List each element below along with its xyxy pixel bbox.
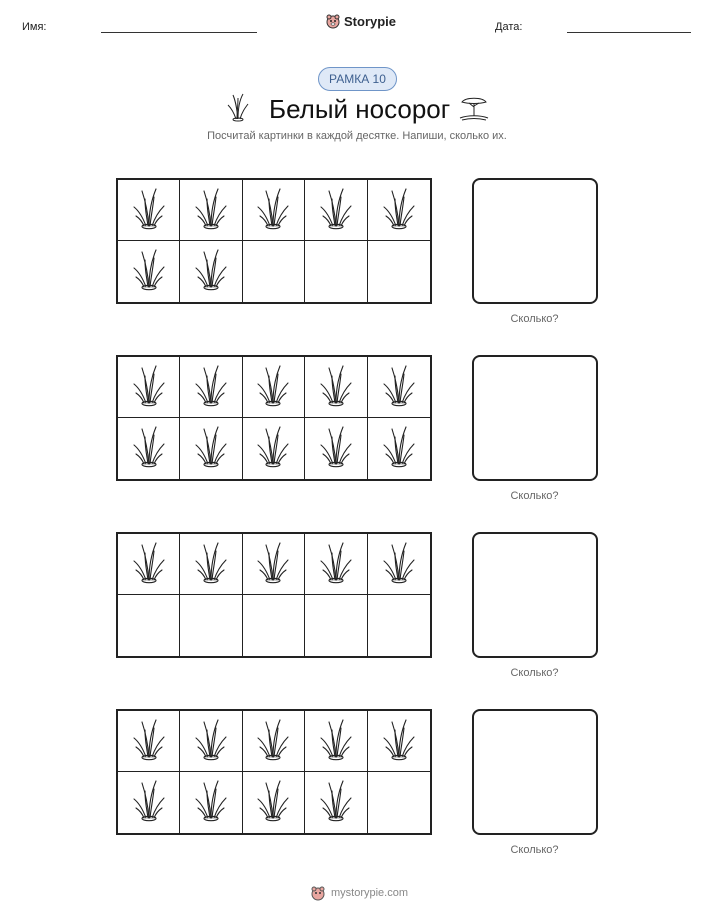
storypie-mascot-icon [310, 885, 326, 901]
grass-tuft-icon [319, 539, 353, 590]
grass-tuft-icon [194, 185, 228, 236]
date-line[interactable] [567, 32, 691, 33]
grass-tuft-icon [256, 185, 290, 236]
grass-tuft-icon [194, 423, 228, 474]
frame-cell [243, 595, 305, 656]
grass-tuft-icon [382, 716, 416, 767]
frame-cell [368, 595, 430, 656]
frame-cell [368, 180, 430, 241]
grass-tuft-icon [194, 246, 228, 297]
grass-tuft-icon [256, 716, 290, 767]
frame-cell [305, 357, 367, 418]
frame-cell [305, 772, 367, 833]
grass-tuft-icon [132, 246, 166, 297]
frame-cell [180, 357, 242, 418]
frame-cell [118, 241, 180, 302]
frame-cell [118, 711, 180, 772]
date-label: Дата: [495, 21, 523, 33]
frame-cell [118, 180, 180, 241]
page-title: Белый носорог [269, 94, 451, 124]
grass-tuft-icon [382, 362, 416, 413]
frame-cell [180, 241, 242, 302]
frame-cell [243, 241, 305, 302]
frame-cell [118, 418, 180, 479]
frame-cell [118, 772, 180, 833]
grass-tuft-icon [132, 423, 166, 474]
grass-tuft-icon [256, 777, 290, 828]
frame-cell [368, 772, 430, 833]
grass-tuft-icon [132, 362, 166, 413]
answer-box-1[interactable] [472, 178, 598, 304]
answer-label-2: Сколько? [510, 490, 559, 502]
answer-box-4[interactable] [472, 709, 598, 835]
frame-cell [118, 357, 180, 418]
grass-tuft-icon [194, 777, 228, 828]
frame-badge: РАМКА 10 [318, 67, 397, 91]
brand-logo [325, 13, 396, 29]
grass-tuft-icon [382, 185, 416, 236]
footer [310, 885, 408, 901]
grass-tuft-icon [319, 362, 353, 413]
answer-label-1: Сколько? [510, 313, 559, 325]
frame-cell [368, 711, 430, 772]
brand-name: Storypie [344, 13, 397, 29]
grass-tuft-icon [256, 423, 290, 474]
frame-cell [305, 418, 367, 479]
grass-tuft-icon [194, 539, 228, 590]
frame-cell [305, 595, 367, 656]
frame-cell [180, 595, 242, 656]
grass-tuft-icon [382, 423, 416, 474]
grass-tuft-icon [256, 362, 290, 413]
answer-box-2[interactable] [472, 355, 598, 481]
frame-cell [243, 711, 305, 772]
frame-cell [180, 534, 242, 595]
grass-tuft-icon [319, 716, 353, 767]
frame-cell [180, 180, 242, 241]
grass-title-icon [226, 92, 250, 122]
frame-cell [118, 595, 180, 656]
ten-frame-1 [116, 178, 432, 304]
frame-cell [180, 711, 242, 772]
frame-cell [243, 357, 305, 418]
grass-tuft-icon [319, 777, 353, 828]
frame-cell [368, 418, 430, 479]
frame-cell [243, 418, 305, 479]
grass-tuft-icon [132, 539, 166, 590]
footer-site: mystorypie.com [331, 887, 409, 899]
grass-tuft-icon [319, 423, 353, 474]
ten-frame-4 [116, 709, 432, 835]
frame-cell [368, 357, 430, 418]
frame-cell [180, 772, 242, 833]
ten-frame-3 [116, 532, 432, 658]
grass-tuft-icon [132, 716, 166, 767]
frame-cell [180, 418, 242, 479]
instruction-text: Посчитай картинки в каждой десятке. Напиши, сколько их. [207, 130, 507, 142]
frame-cell [243, 534, 305, 595]
storypie-mascot-icon [325, 13, 341, 29]
frame-cell [305, 241, 367, 302]
grass-tuft-icon [132, 777, 166, 828]
frame-cell [305, 534, 367, 595]
grass-tuft-icon [319, 185, 353, 236]
answer-label-4: Сколько? [510, 844, 559, 856]
frame-cell [118, 534, 180, 595]
frame-cell [305, 180, 367, 241]
name-label: Имя: [22, 21, 47, 33]
grass-tuft-icon [194, 716, 228, 767]
grass-tuft-icon [194, 362, 228, 413]
name-line[interactable] [101, 32, 257, 33]
frame-cell [368, 534, 430, 595]
grass-tuft-icon [382, 539, 416, 590]
grass-tuft-icon [256, 539, 290, 590]
frame-cell [243, 772, 305, 833]
ten-frame-2 [116, 355, 432, 481]
answer-box-3[interactable] [472, 532, 598, 658]
frame-cell [305, 711, 367, 772]
frame-cell [368, 241, 430, 302]
acacia-tree-icon [458, 94, 490, 122]
answer-label-3: Сколько? [510, 667, 559, 679]
frame-cell [243, 180, 305, 241]
grass-tuft-icon [132, 185, 166, 236]
